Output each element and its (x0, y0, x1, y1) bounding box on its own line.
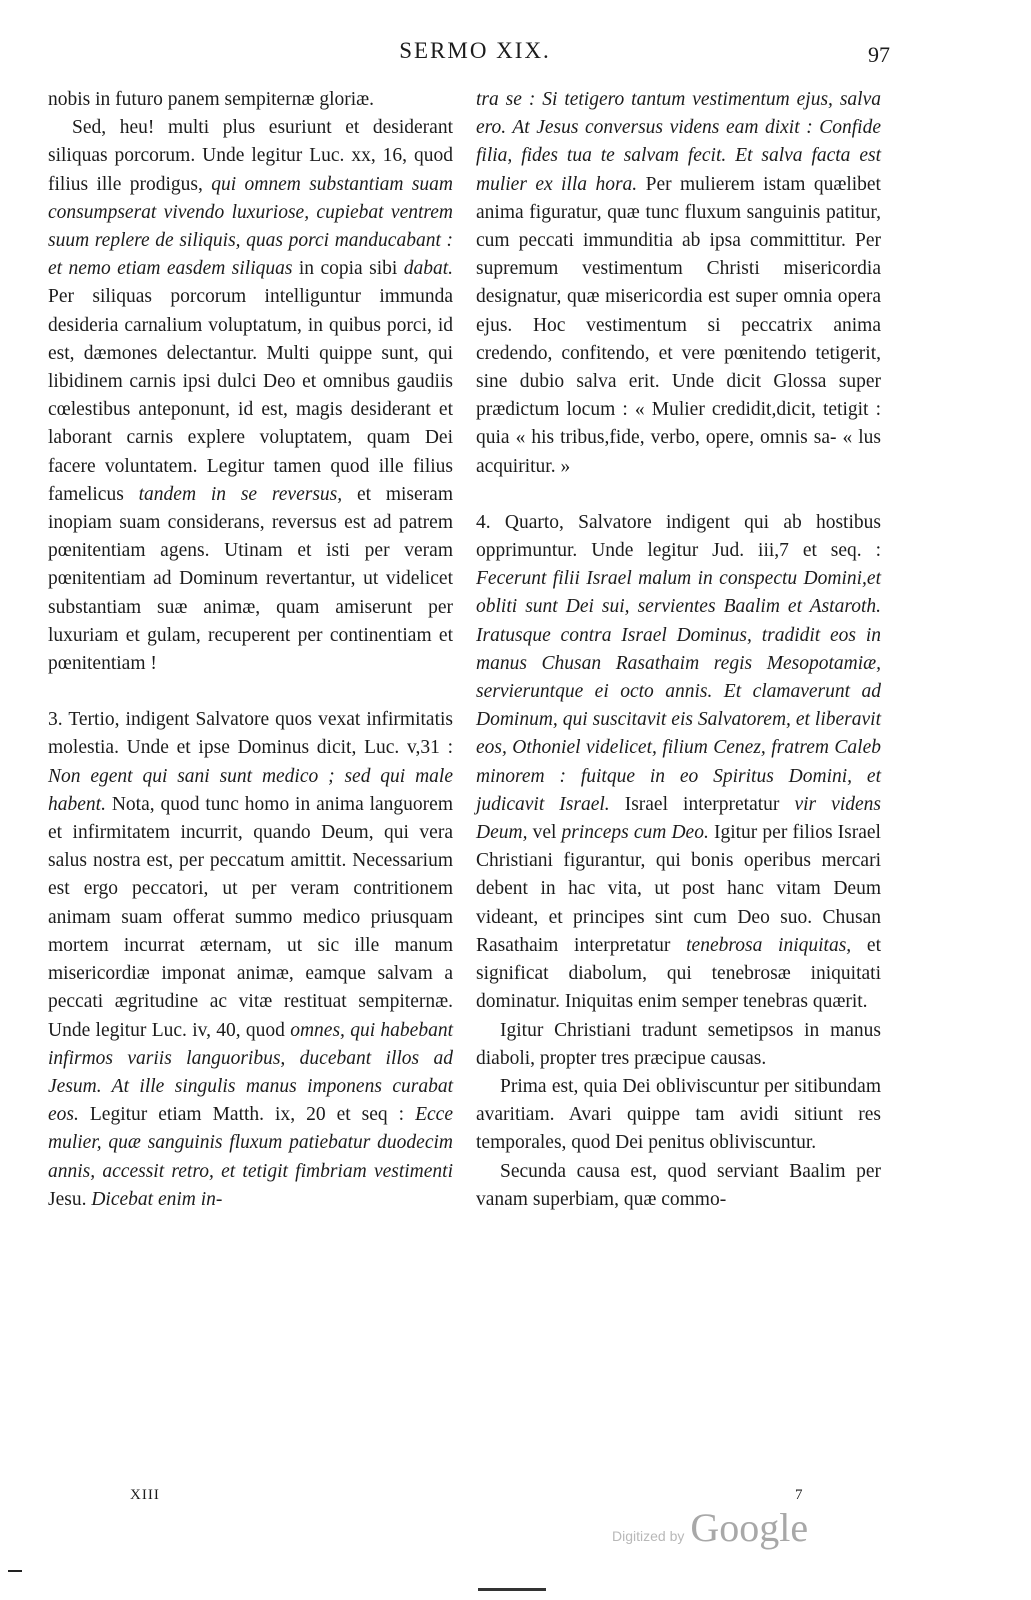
italic-quotation: tra se : Si tetigero tantum vestimentum ejus, salva ero. At Jesus conversus videns eam dixit : Confide filia, fides tua te salvam fecit. Et salva facta est mulier ex illa hora. (476, 89, 881, 195)
signature-mark: XIII (130, 1487, 160, 1503)
italic-quotation: tenebrosa iniquitas, (686, 934, 852, 956)
italic-quotation: dabat. (403, 258, 453, 280)
bottom-rule (478, 1588, 546, 1591)
paragraph (48, 706, 453, 1214)
italic-quotation: Dicebat enim in- (91, 1188, 223, 1210)
text-run: Secunda causa est, quod serviant Baalim per vanam superbiam, quæ commo- (476, 1160, 881, 1210)
text-run: Israel interpretatur (609, 793, 795, 815)
text-run: vel (527, 822, 562, 844)
text-run: Igitur Christiani tradunt semetipsos in manus diaboli, propter tres præcipue causas. (476, 1019, 881, 1069)
text-run: 3. Tertio, indigent Salvatore quos vexat infirmitatis molestia. Unde et ipse Dominus dicit, Luc. v,31 : (48, 709, 453, 759)
text-run: Igitur per filios Israel Christiani figurantur, qui bonis operibus mercari debent in hac vita, ut post hanc vitam Deum videant, et principes sint cum Deo suo. Chusan Rasathaim interpretatur (476, 822, 881, 956)
paragraph (476, 1017, 881, 1073)
text-run: 4. Quarto, Salvatore indigent qui ab hostibus opprimuntur. Unde legitur Jud. iii,7 et seq. : (476, 511, 881, 562)
digitization-watermark (612, 1504, 808, 1551)
paragraph-gap (48, 678, 453, 706)
text-run: Jesu. (48, 1188, 92, 1210)
text-run: Prima est, quia Dei obliviscuntur per sitibundam avaritiam. Avari quippe tam avidi sitiunt res temporales, quod Dei penitus obliviscuntur. (476, 1075, 881, 1154)
left-column (48, 86, 453, 1214)
page-number: 97 (868, 42, 890, 67)
italic-quotation: vir videns Deum, (476, 793, 881, 844)
italic-quotation: tandem in se reversus, (138, 483, 343, 505)
paragraph (48, 114, 453, 678)
text-run: et miseram inopiam suam considerans, reversus est ad patrem pœnitentiam agens. Utinam et isti per veram pœnitentiam ad Dominum revertantur, ut videlicet substantiam suæ animæ, quam amiserunt per luxuriam et gulam, recuperent per continentiam et pœnitentiam ! (48, 483, 453, 675)
edge-mark (8, 1570, 22, 1572)
text-run: Sed, heu! multi plus esuriunt et desiderant siliquas porcorum. Unde legitur Luc. xx, 16, quod filius ille prodigus, (48, 117, 453, 195)
text-run: Per mulierem istam quælibet anima figuratur, quæ tunc fluxum sanguinis patitur, cum peccati immunditia ab ipsa committitur. Per supremum vestimentum Christi misericordia designatur, quæ misericordia est super omnia opera ejus. Hoc vestimentum si peccatrix anima credendo, confitendo, et vere pœnitendo tetigerit, sine dubio salva erit. Unde dicit Glossa super prædictum locum : « Mulier credidit,dicit, tetigit : quia « his tribus,fide, verbo, opere, omnis sa- « lus acquiritur. » (476, 173, 881, 477)
italic-quotation: Fecerunt filii Israel malum in conspectu Domini,et obliti sunt Dei sui, servientes Baalim et Astaroth. Iratusque contra Israel Dominus, tradidit eos in manus Chusan Rasathaim regis Mesopotamiæ, servieruntque ei octo annis. Et clamaverunt ad Dominum, qui suscitavit eis Salvatorem, et liberavit eos, Othoniel videlicet, filium Cenez, fratrem Caleb minorem : fuitque in eo Spiritus Domini, et judicavit Israel. (476, 568, 881, 815)
paragraph (476, 1158, 881, 1214)
paragraph (476, 509, 881, 1017)
watermark-prefix: Digitized by (612, 1528, 685, 1544)
italic-quotation: omnes, qui habebant infirmos variis languoribus, ducebant illos ad Jesum. At ille singulis manus imponens curabat eos. (48, 1019, 453, 1126)
italic-quotation: Non egent qui sani sunt medico ; sed qui male habent. (48, 765, 453, 815)
sheet-number: 7 (795, 1487, 803, 1503)
paragraph (476, 1073, 881, 1158)
text-run: Nota, quod tunc homo in anima languorem et infirmitatem incurrit, quando Deum, qui vera salus nostra est, per peccatum amittit. Necessarium est ergo peccatori, ut per veram contritionem animam suam offerat summo medico priusquam mortem incurrat æternam, ut sic ille manum misericordiæ imponat animæ, eamque salvam a peccati ægritudine ac vitæ restituat sempiternæ. Unde legitur Luc. iv, 40, quod (48, 793, 453, 1041)
paragraph (476, 86, 881, 481)
text-run: in copia sibi (292, 258, 404, 280)
text-run: Legitur etiam Matth. ix, 20 et seq : (78, 1104, 416, 1126)
paragraph-gap (476, 481, 881, 509)
italic-quotation: Ecce mulier, quæ sanguinis fluxum patiebatur duodecim annis, accessit retro, et tetigit fimbriam vestimenti (48, 1104, 453, 1182)
page-title: SERMO XIX. (399, 38, 551, 63)
text-run: Per siliquas porcorum intelliguntur immunda desideria carnalium voluptatum, in quibus porci, id est, dæmones delectantur. Multi quippe sunt, qui libidinem carnis ipsi dulci Deo et omnibus gaudiis cœlestibus anteponunt, id est, magis desiderant et laborant carnis explere voluptatem, quam Dei facere voluntatem. Legitur tamen quod ille filius famelicus (48, 286, 453, 505)
text-run: et significat diabolum, qui tenebrosæ iniquitati dominatur. Iniquitas enim semper tenebras quærit. (476, 934, 881, 1013)
right-column (476, 86, 881, 1214)
watermark-logo: Google (690, 1505, 809, 1550)
italic-quotation: qui omnem substantiam suam consumpserat vivendo luxuriose, cupiebat ventrem suum replere de siliquis, quas porci manducabant : et nemo etiam easdem siliquas (48, 173, 454, 280)
text-run: nobis in futuro panem sempiternæ gloriæ. (48, 89, 375, 110)
italic-quotation: princeps cum Deo. (561, 822, 709, 844)
paragraph (48, 86, 453, 114)
